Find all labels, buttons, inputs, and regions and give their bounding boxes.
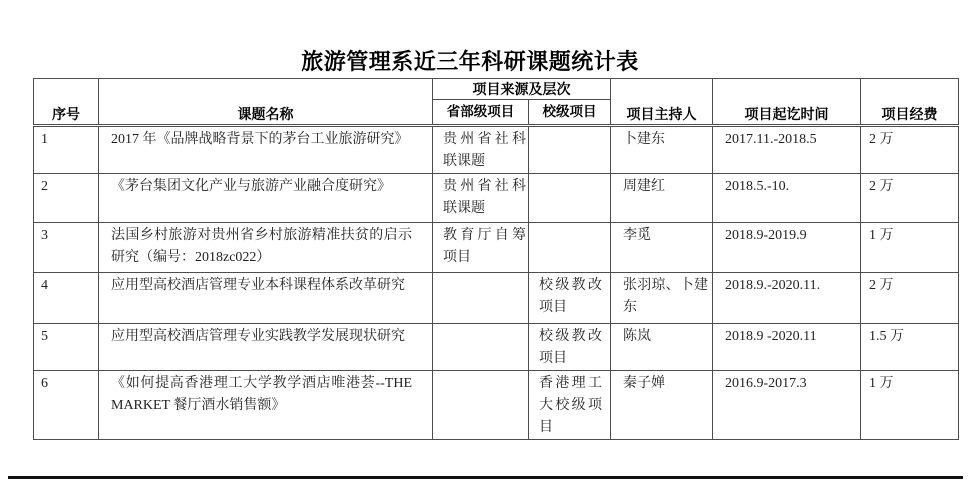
table-row	[34, 371, 959, 440]
cell-duration: 2018.9 -2020.11	[713, 324, 861, 371]
header-row-top	[34, 79, 959, 100]
cell-provincial-project: 贵州省社科联课题	[433, 174, 529, 223]
cell-no: 6	[34, 371, 99, 440]
cell-host: 张羽琼、卜建东	[611, 273, 713, 324]
cell-no: 3	[34, 223, 99, 273]
cell-provincial-project: 贵州省社科联课题	[433, 126, 529, 174]
cell-funds: 1 万	[861, 223, 959, 273]
table-row	[34, 223, 959, 273]
cell-project-name: 法国乡村旅游对贵州省乡村旅游精准扶贫的启示研究（编号：2018zc022）	[99, 223, 433, 273]
col-header-funds: 项目经费	[861, 79, 959, 126]
cell-host: 李觅	[611, 223, 713, 273]
cell-project-name: 《茅台集团文化产业与旅游产业融合度研究》	[99, 174, 433, 223]
cell-project-name: 应用型高校酒店管理专业本科课程体系改革研究	[99, 273, 433, 324]
cell-duration: 2018.5.-10.	[713, 174, 861, 223]
cell-project-name: 应用型高校酒店管理专业实践教学发展现状研究	[99, 324, 433, 371]
cell-school-project	[529, 223, 611, 273]
cell-host: 秦子婵	[611, 371, 713, 440]
cell-school-project: 香港理工大校级项目	[529, 371, 611, 440]
research-projects-table	[33, 78, 959, 440]
col-header-school: 校级项目	[529, 100, 611, 126]
cell-host: 陈岚	[611, 324, 713, 371]
table-row	[34, 324, 959, 371]
cell-funds: 1.5 万	[861, 324, 959, 371]
cell-no: 4	[34, 273, 99, 324]
cell-project-name: 2017 年《品牌战略背景下的茅台工业旅游研究》	[99, 126, 433, 174]
cell-school-project	[529, 174, 611, 223]
cell-funds: 2 万	[861, 126, 959, 174]
col-header-name: 课题名称	[99, 79, 433, 126]
col-header-duration: 项目起讫时间	[713, 79, 861, 126]
cell-funds: 1 万	[861, 371, 959, 440]
bottom-edge-bar	[8, 476, 963, 479]
cell-school-project	[529, 126, 611, 174]
cell-no: 2	[34, 174, 99, 223]
col-header-no: 序号	[34, 79, 99, 126]
cell-duration: 2018.9-2019.9	[713, 223, 861, 273]
table-row	[34, 273, 959, 324]
cell-school-project: 校级教改项目	[529, 324, 611, 371]
cell-provincial-project	[433, 371, 529, 440]
cell-duration: 2017.11.-2018.5	[713, 126, 861, 174]
cell-host: 卜建东	[611, 126, 713, 174]
cell-project-name: 《如何提高香港理工大学教学酒店唯港荟--THE MARKET 餐厅酒水销售额》	[99, 371, 433, 440]
cell-no: 5	[34, 324, 99, 371]
cell-duration: 2018.9.-2020.11.	[713, 273, 861, 324]
table-row	[34, 174, 959, 223]
cell-provincial-project	[433, 324, 529, 371]
page-title: 旅游管理系近三年科研课题统计表	[301, 49, 639, 74]
cell-provincial-project	[433, 273, 529, 324]
cell-school-project: 校级教改项目	[529, 273, 611, 324]
col-header-host: 项目主持人	[611, 79, 713, 126]
col-header-source-group: 项目来源及层次	[433, 79, 611, 100]
cell-funds: 2 万	[861, 273, 959, 324]
cell-provincial-project: 教育厅自筹项目	[433, 223, 529, 273]
table-row	[34, 126, 959, 174]
cell-funds: 2 万	[861, 174, 959, 223]
cell-no: 1	[34, 126, 99, 174]
cell-host: 周建红	[611, 174, 713, 223]
col-header-provincial: 省部级项目	[433, 100, 529, 126]
cell-duration: 2016.9-2017.3	[713, 371, 861, 440]
